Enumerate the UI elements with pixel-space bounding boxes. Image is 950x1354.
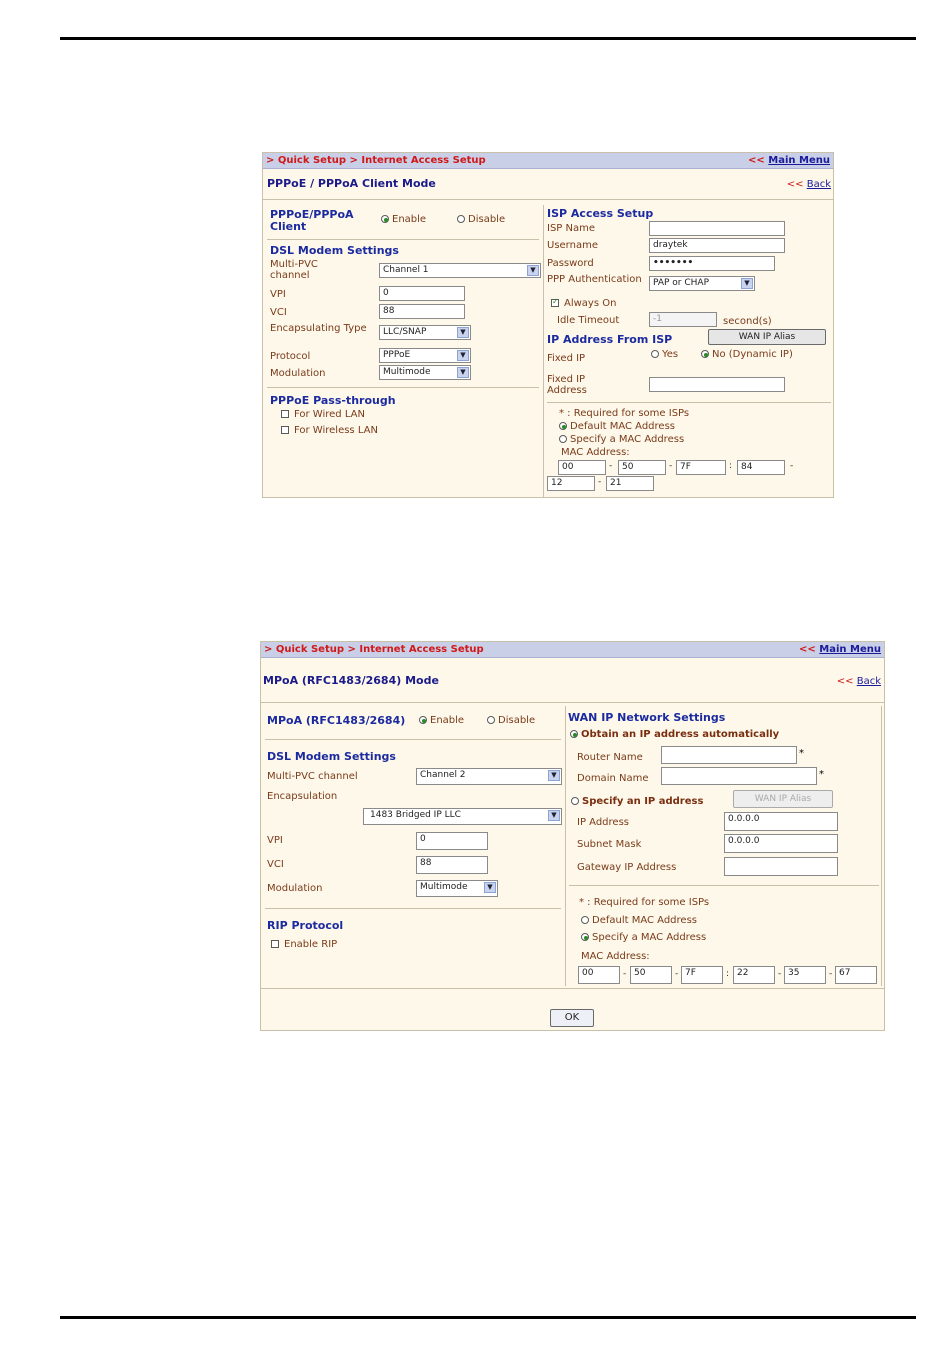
isp-heading: ISP Access Setup: [547, 207, 654, 220]
protocol-label: Protocol: [270, 351, 311, 362]
fixed-ip-no-radio[interactable]: No (Dynamic IP): [649, 349, 819, 360]
protocol-select[interactable]: PPPoE ▼: [379, 348, 471, 363]
checkbox-box: [551, 299, 559, 307]
left-divider-1: [267, 239, 539, 240]
seconds-label: second(s): [723, 316, 772, 327]
domain-name-label: Domain Name: [577, 773, 649, 784]
client-enable-radio[interactable]: Enable: [381, 214, 426, 225]
router-name-label: Router Name: [577, 752, 643, 763]
idle-timeout-input[interactable]: -1: [649, 312, 717, 327]
breadcrumb: [261, 642, 884, 658]
vpi-label: VPI: [270, 289, 286, 300]
vci-input[interactable]: 88: [416, 856, 488, 874]
passthrough-heading: PPPoE Pass-through: [270, 394, 396, 407]
chevron-down-icon: ▼: [741, 278, 753, 289]
required-note: * : Required for some ISPs: [559, 408, 690, 419]
title-divider: [261, 702, 885, 703]
left-divider-2: [265, 908, 561, 909]
mac-separator: -: [675, 969, 679, 979]
mac-address-label: MAC Address:: [581, 951, 650, 962]
gateway-input[interactable]: [724, 857, 838, 876]
mac-octet-2[interactable]: 50: [630, 966, 672, 984]
fixed-ip-address-input[interactable]: [649, 377, 785, 392]
back-link[interactable]: << Back: [836, 676, 881, 687]
left-divider-2: [267, 387, 539, 388]
vci-label: VCI: [267, 859, 284, 870]
mac-octet-5[interactable]: 12: [547, 476, 595, 491]
modulation-select[interactable]: Multimode ▼: [416, 880, 498, 897]
chevron-down-icon: ▼: [484, 882, 496, 893]
isp-name-input[interactable]: [649, 221, 785, 236]
multi-pvc-select[interactable]: Channel 2 ▼: [416, 768, 562, 785]
multi-pvc-label: Multi-PVC channel: [267, 771, 358, 782]
mac-separator: -: [598, 477, 602, 487]
subnet-mask-input[interactable]: 0.0.0.0: [724, 834, 838, 853]
default-mac-radio[interactable]: Default MAC Address: [581, 915, 697, 926]
mac-separator: -: [609, 461, 613, 471]
footer-divider: [261, 988, 885, 989]
radio-dot: [571, 797, 579, 805]
mac-octet-3[interactable]: 7F: [681, 966, 723, 984]
username-input[interactable]: draytek: [649, 238, 785, 253]
main-menu-link[interactable]: << Main Menu: [799, 644, 881, 655]
subnet-mask-label: Subnet Mask: [577, 839, 642, 850]
page-title: MPoA (RFC1483/2684) Mode: [263, 674, 439, 687]
mac-octet-5[interactable]: 35: [784, 966, 826, 984]
encap-label: Encapsulating Type: [270, 323, 367, 334]
wired-lan-checkbox[interactable]: For Wired LAN: [281, 409, 365, 420]
dsl-heading: DSL Modem Settings: [267, 750, 396, 763]
enable-rip-checkbox[interactable]: Enable RIP: [271, 939, 337, 950]
wireless-lan-checkbox[interactable]: For Wireless LAN: [281, 425, 378, 436]
mpoa-disable-radio[interactable]: Disable: [487, 715, 535, 726]
radio-dot: [570, 730, 578, 738]
top-rule: [60, 37, 916, 40]
mac-separator: -: [778, 969, 782, 979]
router-name-required-mark: *: [799, 748, 804, 759]
wan-ip-alias-button[interactable]: WAN IP Alias: [733, 790, 833, 808]
mpoa-label: MPoA (RFC1483/2684): [267, 714, 406, 727]
radio-dot: [381, 215, 389, 223]
radio-dot: [559, 422, 567, 430]
mac-separator: -: [829, 969, 833, 979]
ip-from-isp-heading: IP Address From ISP: [547, 333, 673, 346]
vpi-input[interactable]: 0: [379, 286, 465, 301]
right-border: [881, 706, 882, 986]
specify-mac-radio[interactable]: Specify a MAC Address: [559, 434, 684, 445]
right-divider: [547, 402, 831, 403]
breadcrumb-text: > Quick Setup > Internet Access Setup: [264, 644, 484, 655]
encap-label: Encapsulation: [267, 791, 338, 802]
fixed-ip-yes-radio[interactable]: Yes: [651, 349, 678, 360]
mpoa-enable-radio[interactable]: Enable: [419, 715, 464, 726]
mac-octet-3[interactable]: 7F: [676, 460, 726, 475]
column-divider: [565, 706, 566, 986]
radio-dot: [419, 716, 427, 724]
password-label: Password: [547, 258, 594, 269]
router-name-input[interactable]: [661, 746, 797, 764]
radio-dot: [559, 435, 567, 443]
modulation-select[interactable]: Multimode ▼: [379, 365, 471, 380]
multi-pvc-select[interactable]: Channel 1 ▼: [379, 263, 541, 278]
domain-name-required-mark: *: [819, 769, 824, 780]
rip-heading: RIP Protocol: [267, 919, 344, 932]
gateway-label: Gateway IP Address: [577, 862, 677, 873]
encap-select[interactable]: LLC/SNAP ▼: [379, 325, 471, 340]
domain-name-input[interactable]: [661, 767, 817, 785]
mac-octet-4[interactable]: 22: [733, 966, 775, 984]
multi-pvc-label: Multi-PVC channel: [270, 259, 318, 281]
radio-dot: [487, 716, 495, 724]
mac-octet-1[interactable]: 00: [578, 966, 620, 984]
chevron-down-icon: ▼: [457, 350, 469, 361]
column-divider: [543, 205, 544, 498]
mpoa-setup-panel: [260, 641, 885, 1031]
checkbox-box: [271, 940, 279, 948]
client-label: PPPoE/PPPoA Client: [270, 208, 354, 233]
radio-dot: [581, 916, 589, 924]
ppp-auth-select[interactable]: PAP or CHAP ▼: [649, 276, 755, 291]
chevron-down-icon: ▼: [548, 770, 560, 781]
vci-label: VCI: [270, 307, 287, 318]
mac-address-label: MAC Address:: [561, 447, 630, 458]
mac-octet-4[interactable]: 84: [737, 460, 785, 475]
ok-button[interactable]: OK: [550, 1009, 594, 1027]
specify-ip-radio[interactable]: Specify an IP address: [571, 796, 703, 808]
ip-address-label: IP Address: [577, 817, 629, 828]
modulation-label: Modulation: [270, 368, 326, 379]
radio-dot: [581, 933, 589, 941]
breadcrumb-text: > Quick Setup > Internet Access Setup: [266, 155, 486, 166]
radio-dot: [701, 350, 709, 358]
default-mac-radio[interactable]: Default MAC Address: [559, 421, 675, 432]
mac-separator: :: [729, 461, 733, 471]
breadcrumb: [263, 153, 833, 169]
vpi-input[interactable]: 0: [416, 832, 488, 850]
right-divider: [569, 885, 879, 886]
page-title: PPPoE / PPPoA Client Mode: [267, 177, 436, 190]
ppp-auth-label: PPP Authentication: [547, 274, 642, 285]
radio-dot: [457, 215, 465, 223]
vpi-label: VPI: [267, 835, 283, 846]
always-on-checkbox[interactable]: ✓Always On: [551, 298, 616, 309]
mac-separator: :: [726, 969, 730, 979]
required-note: * : Required for some ISPs: [579, 897, 710, 908]
chevron-down-icon: ▼: [457, 327, 469, 338]
mac-octet-6[interactable]: 67: [835, 966, 877, 984]
pppoe-setup-panel: [262, 152, 834, 498]
dsl-heading: DSL Modem Settings: [270, 244, 399, 257]
main-menu-link[interactable]: << Main Menu: [748, 155, 830, 166]
mac-separator: -: [790, 461, 794, 471]
fixed-ip-label: Fixed IP: [547, 353, 586, 364]
title-divider: [263, 199, 834, 200]
vci-input[interactable]: 88: [379, 304, 465, 319]
wan-ip-alias-button[interactable]: WAN IP Alias: [708, 329, 826, 345]
password-input[interactable]: •••••••: [649, 256, 775, 271]
idle-timeout-label: Idle Timeout: [557, 315, 620, 326]
username-label: Username: [547, 240, 598, 251]
mac-octet-6[interactable]: 21: [606, 476, 654, 491]
chevron-down-icon: ▼: [527, 265, 539, 276]
checkbox-box: [281, 426, 289, 434]
chevron-down-icon: ▼: [548, 810, 560, 821]
isp-name-label: ISP Name: [547, 223, 596, 234]
client-disable-radio[interactable]: Disable: [457, 214, 505, 225]
mac-octet-2[interactable]: 50: [618, 460, 666, 475]
mac-octet-1[interactable]: 00: [558, 460, 606, 475]
chevron-down-icon: ▼: [457, 367, 469, 378]
left-divider-1: [265, 739, 561, 740]
mac-separator: -: [669, 461, 673, 471]
obtain-ip-radio[interactable]: Obtain an IP address automatically: [570, 729, 779, 741]
wan-ip-heading: WAN IP Network Settings: [568, 711, 726, 724]
fixed-ip-address-label: Fixed IP Address: [547, 374, 587, 396]
encap-select[interactable]: 1483 Bridged IP LLC ▼: [363, 808, 562, 825]
mac-separator: -: [623, 969, 627, 979]
back-link[interactable]: << Back: [786, 179, 831, 190]
ip-address-input[interactable]: 0.0.0.0: [724, 812, 838, 831]
specify-mac-radio[interactable]: Specify a MAC Address: [581, 932, 706, 943]
modulation-label: Modulation: [267, 883, 323, 894]
bottom-rule: [60, 1316, 916, 1319]
checkbox-box: [281, 410, 289, 418]
